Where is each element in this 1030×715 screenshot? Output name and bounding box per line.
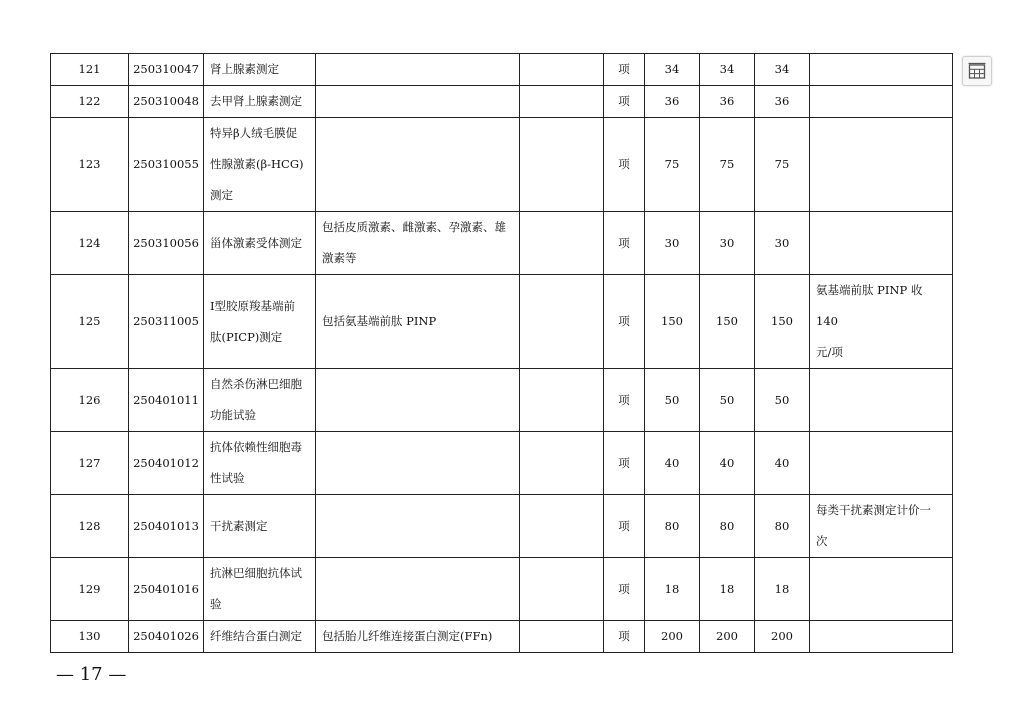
item-number: 123 [51,118,129,212]
item-name: 甾体激素受体测定 [204,212,316,275]
price-tier-1: 200 [645,621,700,653]
item-excluded [520,118,604,212]
price-tier-2: 200 [700,621,755,653]
table-row [51,369,953,432]
price-tier-3: 80 [755,495,810,558]
item-number: 129 [51,558,129,621]
item-number: 126 [51,369,129,432]
item-code: 250310047 [129,54,204,86]
item-content [316,54,520,86]
price-tier-3: 75 [755,118,810,212]
item-excluded [520,212,604,275]
item-name: 特异β人绒毛膜促 性腺激素(β-HCG) 测定 [204,118,316,212]
price-tier-1: 150 [645,275,700,369]
price-tier-2: 18 [700,558,755,621]
price-tier-2: 30 [700,212,755,275]
price-tier-2: 40 [700,432,755,495]
price-tier-3: 34 [755,54,810,86]
item-note [810,558,953,621]
price-tier-3: 50 [755,369,810,432]
price-tier-1: 80 [645,495,700,558]
item-excluded [520,432,604,495]
item-name: 抗体依赖性细胞毒 性试验 [204,432,316,495]
price-tier-2: 36 [700,86,755,118]
item-note [810,54,953,86]
item-content: 包括胎儿纤维连接蛋白测定(FFn) [316,621,520,653]
page-number: — 17 — [56,664,127,685]
table-row [51,212,953,275]
price-tier-3: 200 [755,621,810,653]
price-tier-1: 36 [645,86,700,118]
item-unit: 项 [604,275,645,369]
item-unit: 项 [604,118,645,212]
price-tier-1: 30 [645,212,700,275]
item-unit: 项 [604,558,645,621]
table-row [51,275,953,369]
item-name: 抗淋巴细胞抗体试 验 [204,558,316,621]
item-name: Ⅰ型胶原羧基端前 肽(PICP)测定 [204,275,316,369]
table-row [51,495,953,558]
price-tier-2: 75 [700,118,755,212]
item-code: 250310048 [129,86,204,118]
item-code: 250310056 [129,212,204,275]
price-tier-2: 34 [700,54,755,86]
item-number: 130 [51,621,129,653]
item-content [316,118,520,212]
item-code: 250401016 [129,558,204,621]
item-name: 纤维结合蛋白测定 [204,621,316,653]
price-tier-3: 30 [755,212,810,275]
item-note [810,86,953,118]
price-tier-2: 80 [700,495,755,558]
item-note [810,621,953,653]
item-unit: 项 [604,495,645,558]
price-tier-1: 40 [645,432,700,495]
table-row [51,621,953,653]
price-tier-2: 150 [700,275,755,369]
table-row [51,86,953,118]
item-excluded [520,558,604,621]
price-tier-3: 150 [755,275,810,369]
item-number: 125 [51,275,129,369]
table-row [51,54,953,86]
price-tier-1: 50 [645,369,700,432]
price-tier-2: 50 [700,369,755,432]
item-code: 250401013 [129,495,204,558]
item-excluded [520,621,604,653]
item-content [316,86,520,118]
item-name: 自然杀伤淋巴细胞 功能试验 [204,369,316,432]
item-name: 去甲肾上腺素测定 [204,86,316,118]
table-row [51,432,953,495]
item-number: 122 [51,86,129,118]
item-note [810,432,953,495]
table-row [51,558,953,621]
item-note [810,118,953,212]
price-tier-1: 18 [645,558,700,621]
table-view-icon-glyph [968,62,986,80]
item-content [316,432,520,495]
price-tier-3: 18 [755,558,810,621]
price-table [50,53,953,653]
table-row [51,118,953,212]
item-excluded [520,86,604,118]
item-code: 250401026 [129,621,204,653]
price-tier-3: 36 [755,86,810,118]
item-code: 250311005 [129,275,204,369]
item-excluded [520,54,604,86]
item-unit: 项 [604,86,645,118]
item-unit: 项 [604,621,645,653]
item-excluded [520,369,604,432]
item-code: 250401011 [129,369,204,432]
item-content: 包括皮质激素、雌激素、孕激素、雄 激素等 [316,212,520,275]
item-unit: 项 [604,432,645,495]
item-number: 128 [51,495,129,558]
item-name: 干扰素测定 [204,495,316,558]
item-content: 包括氨基端前肽 PINP [316,275,520,369]
item-excluded [520,495,604,558]
price-tier-1: 34 [645,54,700,86]
item-code: 250310055 [129,118,204,212]
item-note: 氨基端前肽 PINP 收 140 元/项 [810,275,953,369]
item-number: 127 [51,432,129,495]
item-unit: 项 [604,212,645,275]
item-number: 121 [51,54,129,86]
item-note [810,369,953,432]
table-view-icon[interactable] [962,56,992,86]
item-number: 124 [51,212,129,275]
item-content [316,495,520,558]
item-unit: 项 [604,369,645,432]
item-name: 肾上腺素测定 [204,54,316,86]
item-content [316,369,520,432]
item-note [810,212,953,275]
price-tier-3: 40 [755,432,810,495]
item-content [316,558,520,621]
item-note: 每类干扰素测定计价一 次 [810,495,953,558]
item-code: 250401012 [129,432,204,495]
price-tier-1: 75 [645,118,700,212]
item-unit: 项 [604,54,645,86]
item-excluded [520,275,604,369]
